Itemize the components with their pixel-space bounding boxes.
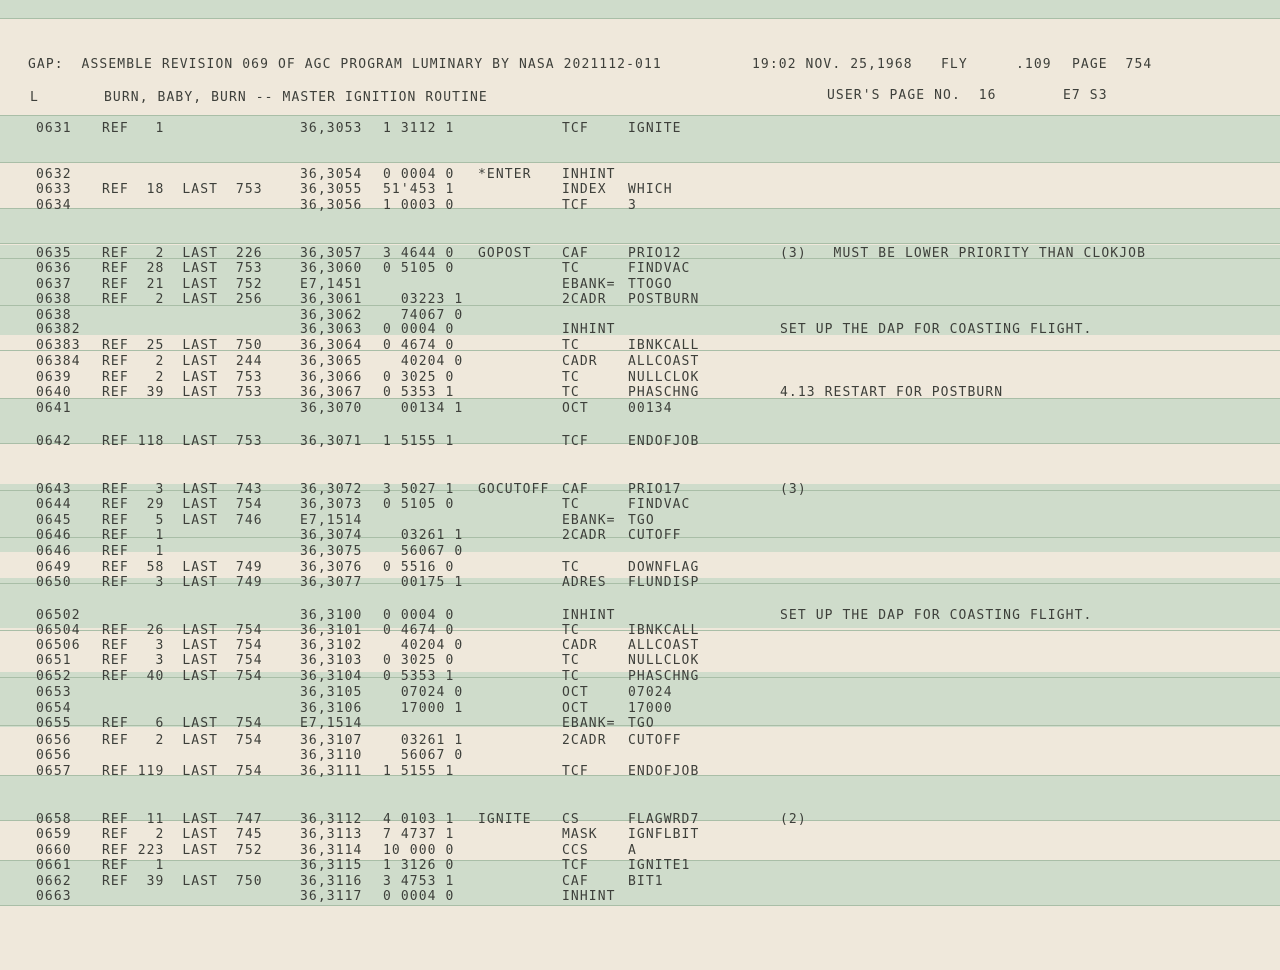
octal-word: 1 3126 0 — [383, 858, 455, 873]
line-number: 0642 — [36, 434, 72, 449]
header-assemble-line: GAP: ASSEMBLE REVISION 069 OF AGC PROGRAM LUMINARY BY NASA 2021112-011 — [28, 57, 662, 72]
operand: ENDOFJOB — [628, 434, 700, 449]
line-number: 06506 — [36, 638, 81, 653]
opcode: TC — [562, 338, 580, 353]
octal-word: 0 0004 0 — [383, 889, 455, 904]
line-number: 0649 — [36, 560, 72, 575]
line-number: 0632 — [36, 167, 72, 182]
line-number: 0635 — [36, 246, 72, 261]
ref-info: REF 1 — [102, 858, 165, 873]
address: 36,3064 — [300, 338, 363, 353]
line-number: 0638 — [36, 292, 72, 307]
header-date: 19:02 NOV. 25,1968 — [752, 57, 913, 72]
address: 36,3056 — [300, 198, 363, 213]
opcode: TC — [562, 385, 580, 400]
opcode: TC — [562, 653, 580, 668]
operand: DOWNFLAG — [628, 560, 700, 575]
opcode: CADR — [562, 638, 598, 653]
octal-word: 3 5027 1 — [383, 482, 455, 497]
line-number: 0663 — [36, 889, 72, 904]
line-number: 0662 — [36, 874, 72, 889]
opcode: TCF — [562, 198, 589, 213]
line-number: 0659 — [36, 827, 72, 842]
operand: 17000 — [628, 701, 673, 716]
ref-info: REF 223 LAST 752 — [102, 843, 263, 858]
address: 36,3105 — [300, 685, 363, 700]
operand: PHASCHNG — [628, 669, 700, 684]
line-number: 0638 — [36, 308, 72, 323]
address: 36,3067 — [300, 385, 363, 400]
octal-word: 1 0003 0 — [383, 198, 455, 213]
ref-info: REF 2 LAST 754 — [102, 733, 263, 748]
rule-line — [0, 905, 1280, 906]
ref-info: REF 11 LAST 747 — [102, 812, 263, 827]
opcode: CAF — [562, 874, 589, 889]
opcode: CS — [562, 812, 580, 827]
ref-info: REF 3 LAST 754 — [102, 638, 263, 653]
octal-word: 56067 0 — [383, 544, 464, 559]
opcode: TC — [562, 261, 580, 276]
ref-info: REF 2 LAST 745 — [102, 827, 263, 842]
line-number: 0656 — [36, 748, 72, 763]
address: 36,3117 — [300, 889, 363, 904]
ref-info: REF 58 LAST 749 — [102, 560, 263, 575]
octal-word: 0 5353 1 — [383, 385, 455, 400]
operand: POSTBURN — [628, 292, 700, 307]
comment: (2) — [780, 812, 807, 827]
operand: IBNKCALL — [628, 338, 700, 353]
opcode: 2CADR — [562, 733, 607, 748]
line-number: 0636 — [36, 261, 72, 276]
ref-info: REF 1 — [102, 528, 165, 543]
rule-line — [0, 115, 1280, 116]
address: 36,3102 — [300, 638, 363, 653]
address: 36,3100 — [300, 608, 363, 623]
line-number: 06504 — [36, 623, 81, 638]
operand: 3 — [628, 198, 637, 213]
operand: PHASCHNG — [628, 385, 700, 400]
operand: ALLCOAST — [628, 354, 700, 369]
octal-word: 0 5105 0 — [383, 497, 455, 512]
opcode: TC — [562, 623, 580, 638]
ref-info: REF 28 LAST 753 — [102, 261, 263, 276]
ref-info: REF 25 LAST 750 — [102, 338, 263, 353]
rule-line — [0, 243, 1280, 244]
address: 36,3062 — [300, 308, 363, 323]
octal-word: 7 4737 1 — [383, 827, 455, 842]
line-number: 0645 — [36, 513, 72, 528]
address: 36,3104 — [300, 669, 363, 684]
ref-info: REF 2 LAST 226 — [102, 246, 263, 261]
opcode: 2CADR — [562, 528, 607, 543]
octal-word: 3 4753 1 — [383, 874, 455, 889]
line-number: 0639 — [36, 370, 72, 385]
ref-info: REF 6 LAST 754 — [102, 716, 263, 731]
operand: FINDVAC — [628, 261, 691, 276]
octal-word: 4 0103 1 — [383, 812, 455, 827]
opcode: INHINT — [562, 889, 616, 904]
symbol-label: GOPOST — [478, 246, 532, 261]
operand: 00134 — [628, 401, 673, 416]
opcode: TC — [562, 669, 580, 684]
opcode: CADR — [562, 354, 598, 369]
ref-info: REF 3 LAST 749 — [102, 575, 263, 590]
symbol-label: IGNITE — [478, 812, 532, 827]
octal-word: 1 3112 1 — [383, 121, 455, 136]
operand: CUTOFF — [628, 528, 682, 543]
symbol-label: GOCUTOFF — [478, 482, 550, 497]
octal-word: 03261 1 — [383, 733, 464, 748]
rule-line — [0, 162, 1280, 163]
operand: TTOGO — [628, 277, 673, 292]
line-number: 0655 — [36, 716, 72, 731]
opcode: CAF — [562, 246, 589, 261]
line-number: 0658 — [36, 812, 72, 827]
address: 36,3106 — [300, 701, 363, 716]
ref-info: REF 2 LAST 244 — [102, 354, 263, 369]
operand: TGO — [628, 716, 655, 731]
octal-word: 40204 0 — [383, 638, 464, 653]
address: E7,1514 — [300, 513, 363, 528]
greenbar-band — [0, 208, 1280, 243]
header-page: PAGE 754 — [1072, 57, 1153, 72]
opcode: 2CADR — [562, 292, 607, 307]
address: 36,3065 — [300, 354, 363, 369]
opcode: EBANK= — [562, 513, 616, 528]
header-code: E7 S3 — [1063, 88, 1108, 103]
operand: FLAGWRD7 — [628, 812, 700, 827]
rule-line — [0, 208, 1280, 209]
address: E7,1451 — [300, 277, 363, 292]
octal-word: 00175 1 — [383, 575, 464, 590]
operand: IGNITE1 — [628, 858, 691, 873]
octal-word: 74067 0 — [383, 308, 464, 323]
address: 36,3113 — [300, 827, 363, 842]
header-user-page: USER'S PAGE NO. 16 — [827, 88, 997, 103]
octal-word: 03261 1 — [383, 528, 464, 543]
operand: A — [628, 843, 637, 858]
opcode: TC — [562, 370, 580, 385]
ref-info: REF 3 LAST 754 — [102, 653, 263, 668]
opcode: OCT — [562, 701, 589, 716]
comment: 4.13 RESTART FOR POSTBURN — [780, 385, 1004, 400]
address: 36,3071 — [300, 434, 363, 449]
octal-word: 0 0004 0 — [383, 167, 455, 182]
opcode: EBANK= — [562, 277, 616, 292]
octal-word: 03223 1 — [383, 292, 464, 307]
operand: NULLCLOK — [628, 370, 700, 385]
octal-word: 40204 0 — [383, 354, 464, 369]
address: 36,3112 — [300, 812, 363, 827]
opcode: OCT — [562, 401, 589, 416]
line-number: 0641 — [36, 401, 72, 416]
comment: (3) MUST BE LOWER PRIORITY THAN CLOKJOB — [780, 246, 1146, 261]
operand: TGO — [628, 513, 655, 528]
address: 36,3063 — [300, 322, 363, 337]
ref-info: REF 39 LAST 750 — [102, 874, 263, 889]
opcode: EBANK= — [562, 716, 616, 731]
line-number: 06384 — [36, 354, 81, 369]
line-number: 0631 — [36, 121, 72, 136]
address: 36,3070 — [300, 401, 363, 416]
address: 36,3110 — [300, 748, 363, 763]
opcode: CAF — [562, 482, 589, 497]
header-fly: FLY — [941, 57, 968, 72]
address: 36,3107 — [300, 733, 363, 748]
operand: IGNITE — [628, 121, 682, 136]
header-version: .109 — [1016, 57, 1052, 72]
rule-line — [0, 18, 1280, 19]
comment: SET UP THE DAP FOR COASTING FLIGHT. — [780, 608, 1093, 623]
address: 36,3076 — [300, 560, 363, 575]
address: 36,3077 — [300, 575, 363, 590]
ref-info: REF 39 LAST 753 — [102, 385, 263, 400]
address: 36,3072 — [300, 482, 363, 497]
address: 36,3111 — [300, 764, 363, 779]
address: 36,3053 — [300, 121, 363, 136]
line-number: 06383 — [36, 338, 81, 353]
opcode: INDEX — [562, 182, 607, 197]
ref-info: REF 1 — [102, 544, 165, 559]
line-number: 0653 — [36, 685, 72, 700]
line-number: 0660 — [36, 843, 72, 858]
octal-word: 56067 0 — [383, 748, 464, 763]
greenbar-band — [0, 0, 1280, 18]
ref-info: REF 3 LAST 743 — [102, 482, 263, 497]
octal-word: 3 4644 0 — [383, 246, 455, 261]
line-number: 0644 — [36, 497, 72, 512]
address: 36,3074 — [300, 528, 363, 543]
ref-info: REF 29 LAST 754 — [102, 497, 263, 512]
opcode: INHINT — [562, 608, 616, 623]
octal-word: 0 5105 0 — [383, 261, 455, 276]
ref-info: REF 26 LAST 754 — [102, 623, 263, 638]
line-number: 0646 — [36, 528, 72, 543]
ref-info: REF 1 — [102, 121, 165, 136]
octal-word: 17000 1 — [383, 701, 464, 716]
ref-info: REF 2 LAST 256 — [102, 292, 263, 307]
line-number: 0634 — [36, 198, 72, 213]
octal-word: 0 4674 0 — [383, 623, 455, 638]
header-flag: L — [30, 90, 39, 105]
address: 36,3066 — [300, 370, 363, 385]
line-number: 0637 — [36, 277, 72, 292]
line-number: 0646 — [36, 544, 72, 559]
address: 36,3054 — [300, 167, 363, 182]
address: 36,3061 — [300, 292, 363, 307]
address: 36,3073 — [300, 497, 363, 512]
octal-word: 0 3025 0 — [383, 370, 455, 385]
ref-info: REF 18 LAST 753 — [102, 182, 263, 197]
octal-word: 1 5155 1 — [383, 434, 455, 449]
address: 36,3060 — [300, 261, 363, 276]
address: 36,3075 — [300, 544, 363, 559]
octal-word: 0 3025 0 — [383, 653, 455, 668]
line-number: 0654 — [36, 701, 72, 716]
operand: IGNFLBIT — [628, 827, 700, 842]
opcode: TC — [562, 497, 580, 512]
opcode: OCT — [562, 685, 589, 700]
operand: FLUNDISP — [628, 575, 700, 590]
operand: WHICH — [628, 182, 673, 197]
octal-word: 0 0004 0 — [383, 608, 455, 623]
operand: NULLCLOK — [628, 653, 700, 668]
ref-info: REF 2 LAST 753 — [102, 370, 263, 385]
line-number: 0656 — [36, 733, 72, 748]
octal-word: 0 5353 1 — [383, 669, 455, 684]
line-number: 0650 — [36, 575, 72, 590]
operand: 07024 — [628, 685, 673, 700]
octal-word: 51'453 1 — [383, 182, 455, 197]
opcode: TCF — [562, 434, 589, 449]
line-number: 0657 — [36, 764, 72, 779]
operand: PRIO12 — [628, 246, 682, 261]
operand: BIT1 — [628, 874, 664, 889]
ref-info: REF 21 LAST 752 — [102, 277, 263, 292]
line-number: 06382 — [36, 322, 81, 337]
opcode: ADRES — [562, 575, 607, 590]
operand: PRIO17 — [628, 482, 682, 497]
opcode: TCF — [562, 764, 589, 779]
line-number: 06502 — [36, 608, 81, 623]
operand: CUTOFF — [628, 733, 682, 748]
ref-info: REF 5 LAST 746 — [102, 513, 263, 528]
octal-word: 0 4674 0 — [383, 338, 455, 353]
operand: ALLCOAST — [628, 638, 700, 653]
comment: SET UP THE DAP FOR COASTING FLIGHT. — [780, 322, 1093, 337]
ref-info: REF 119 LAST 754 — [102, 764, 263, 779]
line-number: 0633 — [36, 182, 72, 197]
address: 36,3115 — [300, 858, 363, 873]
header-routine-title: BURN, BABY, BURN -- MASTER IGNITION ROUTINE — [104, 90, 488, 105]
line-number: 0661 — [36, 858, 72, 873]
octal-word: 0 0004 0 — [383, 322, 455, 337]
octal-word: 10 000 0 — [383, 843, 455, 858]
ref-info: REF 40 LAST 754 — [102, 669, 263, 684]
address: 36,3114 — [300, 843, 363, 858]
operand: FINDVAC — [628, 497, 691, 512]
octal-word: 1 5155 1 — [383, 764, 455, 779]
address: 36,3055 — [300, 182, 363, 197]
opcode: TC — [562, 560, 580, 575]
operand: ENDOFJOB — [628, 764, 700, 779]
operand: IBNKCALL — [628, 623, 700, 638]
line-number: 0652 — [36, 669, 72, 684]
line-number: 0651 — [36, 653, 72, 668]
opcode: TCF — [562, 121, 589, 136]
octal-word: 07024 0 — [383, 685, 464, 700]
address: 36,3101 — [300, 623, 363, 638]
address: 36,3057 — [300, 246, 363, 261]
address: 36,3103 — [300, 653, 363, 668]
symbol-label: *ENTER — [478, 167, 532, 182]
opcode: INHINT — [562, 322, 616, 337]
address: 36,3116 — [300, 874, 363, 889]
opcode: TCF — [562, 858, 589, 873]
opcode: CCS — [562, 843, 589, 858]
octal-word: 00134 1 — [383, 401, 464, 416]
address: E7,1514 — [300, 716, 363, 731]
line-number: 0640 — [36, 385, 72, 400]
comment: (3) — [780, 482, 807, 497]
octal-word: 0 5516 0 — [383, 560, 455, 575]
opcode: INHINT — [562, 167, 616, 182]
opcode: MASK — [562, 827, 598, 842]
line-number: 0643 — [36, 482, 72, 497]
ref-info: REF 118 LAST 753 — [102, 434, 263, 449]
